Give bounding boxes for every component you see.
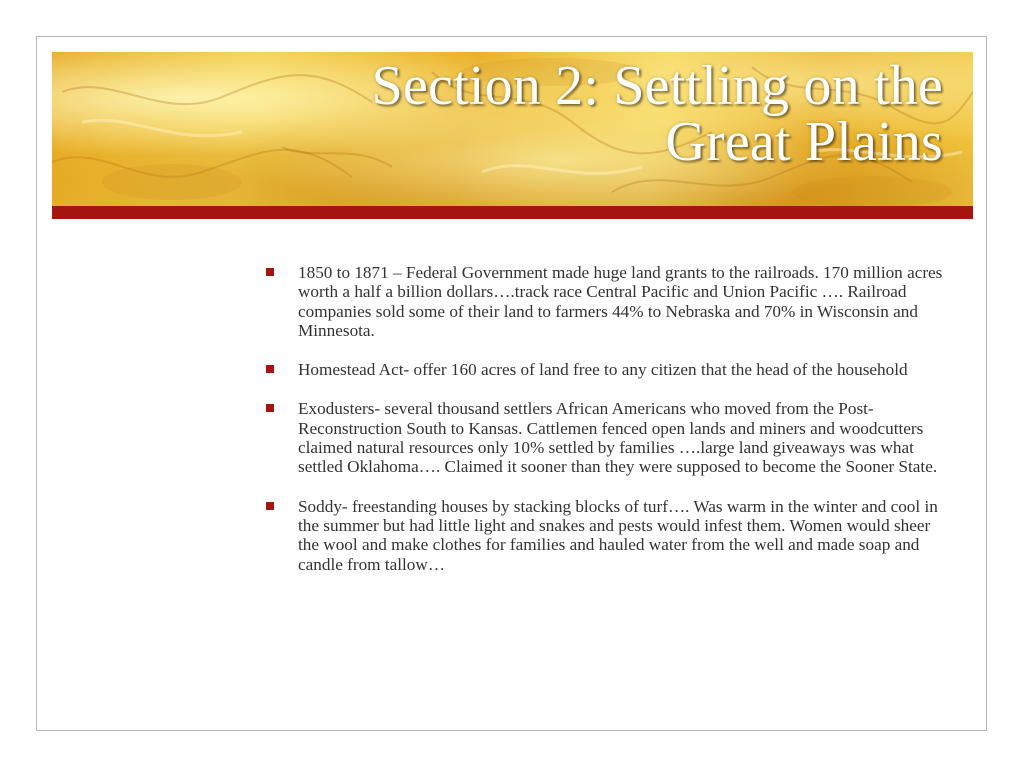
- bullet-text: Exodusters- several thousand settlers African Americans who moved from the Post-Reconstruction South to Kansas. Cattlemen fenced open lands and miners and woodcutters claimed natural resources only 10% settled by families ….large land giveaways was what settled Oklahoma…. Claimed it sooner than they were supposed to become the Sooner State.: [298, 399, 938, 477]
- slide-title: [83, 55, 943, 173]
- title-underline-bar: [52, 206, 973, 219]
- square-bullet-icon: [266, 502, 274, 510]
- square-bullet-icon: [266, 365, 274, 373]
- bullet-text: Soddy- freestanding houses by stacking blocks of turf…. Was warm in the winter and cool in the summer but had little light and snakes and pests would infest them. Women would sheer the wool and make clothes for families and hauled water from the well and made soap and candle from tallow…: [298, 496, 938, 574]
- square-bullet-icon: [266, 404, 274, 412]
- title-line-1: Section 2: Settling on the: [371, 55, 943, 117]
- bullet-list: [263, 263, 945, 594]
- square-bullet-icon: [266, 268, 274, 276]
- bullet-item: [263, 399, 945, 476]
- bullet-item: [263, 497, 945, 574]
- bullet-item: [263, 263, 945, 340]
- bullet-text: 1850 to 1871 – Federal Government made huge land grants to the railroads. 170 million acres worth a half a billion dollars….track race Central Pacific and Union Pacific …. Railroad companies sold some of their land to farmers 44% to Nebraska and 70% in Wisconsin and Minnesota.: [298, 263, 943, 340]
- title-line-2: Great Plains: [665, 111, 943, 173]
- slide: [36, 36, 987, 731]
- bullet-item: [263, 360, 945, 379]
- title-banner: [52, 52, 973, 206]
- bullet-text: Homestead Act- offer 160 acres of land free to any citizen that the head of the household: [298, 360, 908, 380]
